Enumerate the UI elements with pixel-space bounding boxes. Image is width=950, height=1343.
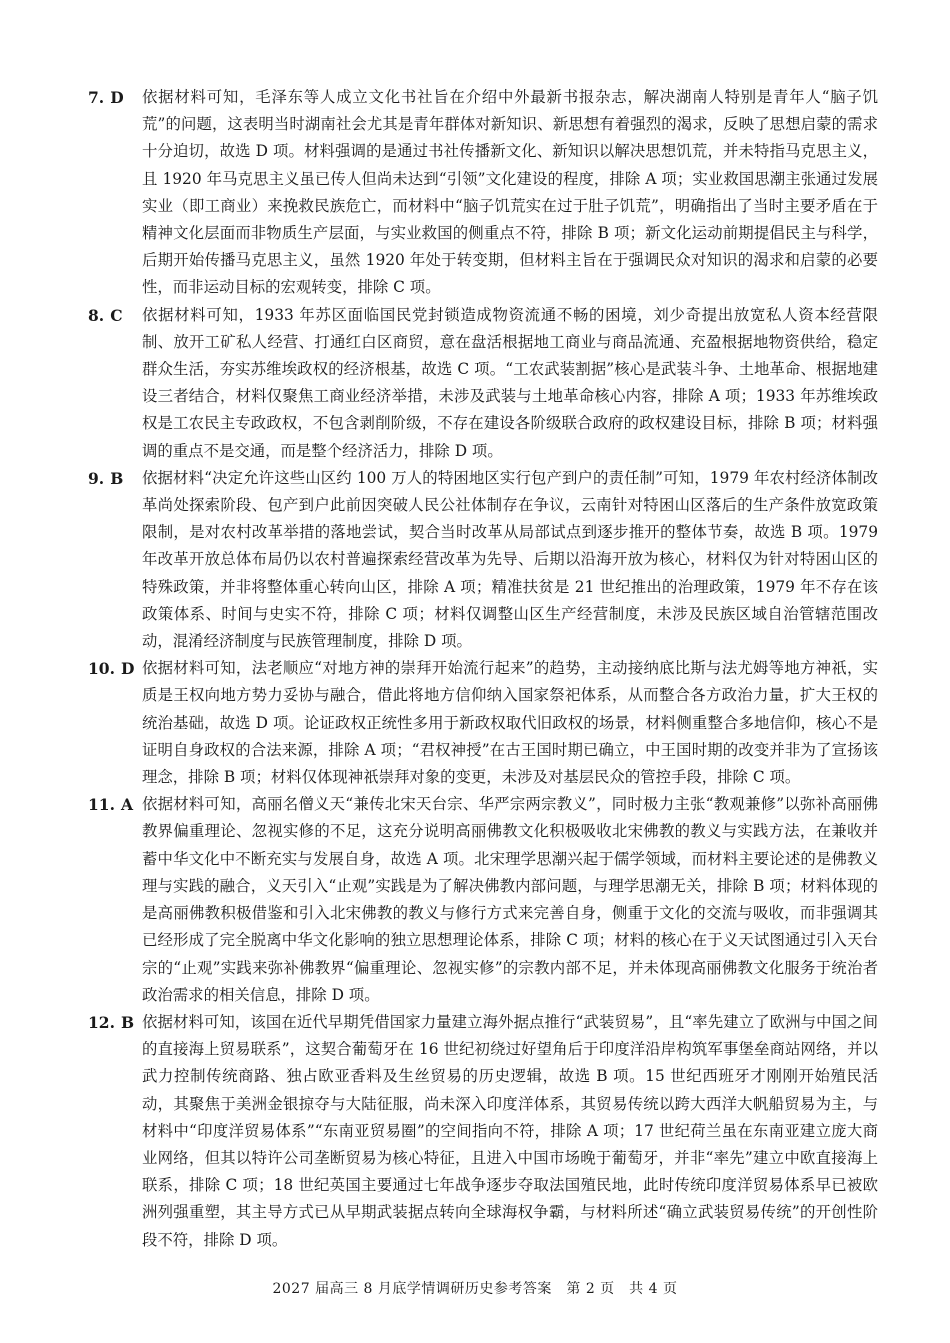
answer-item-11 — [88, 791, 878, 1009]
explanation-text: 依据材料可知，高丽名僧义天“兼传北宋天台宗、华严宗两宗教义”，同时极力主张“教观兼修”以弥补高丽佛教界偏重理论、忽视实修的不足，这充分说明高丽佛教文化积极吸收北宋佛教的教义与实践方法，在兼收并蓄中华文化中不断充实与发展自身，故选 A 项。北宋理学思潮兴起于儒学领域，而材料主要论述的是佛教义理与实践的融合，义天引入“止观”实践是为了解决佛教内部问题，与理学思潮无关，排除 B 项；材料体现的是高丽佛教积极借鉴和引入北宋佛教的教义与修行方式来完善自身，侧重于文化的交流与吸收，而非强调其已经形成了完全脱离中华文化影响的独立思想理论体系，排除 C 项；材料的核心在于义天试图通过引入天台宗的“止观”实践来弥补佛教界“偏重理论、忽视实修”的宗教内部不足，并未体现高丽佛教文化服务于统治者政治需求的相关信息，排除 D 项。 — [142, 795, 878, 1004]
answer-item-8 — [88, 302, 878, 465]
question-number: 8. C — [88, 305, 123, 325]
answer-letter: D — [110, 88, 124, 107]
question-number: 10. D — [88, 659, 135, 679]
question-number: 9. B — [88, 468, 124, 488]
explanation-text: 依据材料“决定允许这些山区约 100 万人的特困地区实行包产到户的责任制”可知，1979 年农村经济体制改革尚处探索阶段、包产到户此前因突破人民公社体制存在争议，云南针对特困山区落后的生产条件放宽政策限制，是对农村改革举措的落地尝试，契合当时改革从局部试点到逐步推开的整体节奏，故选 B 项。1979 年改革开放总体布局仍以农村普遍探索经营改革为先导、后期以沿海开放为核心，材料仅为针对特困山区的特殊政策，并非将整体重心转向山区，排除 A 项；精准扶贫是 21 世纪推出的治理政策，1979 年不存在该政策体系、时间与史实不符，排除 C 项；材料仅调整山区生产经营制度，未涉及民族区域自治管辖范围改动，混淆经济制度与民族管理制度，排除 D 项。 — [142, 468, 878, 651]
answer-letter: B — [110, 468, 124, 488]
answer-letter: D — [120, 659, 135, 679]
question-number: 12. B — [88, 1012, 135, 1032]
answer-letter: A — [120, 795, 133, 815]
explanation-text: 依据材料可知，该国在近代早期凭借国家力量建立海外据点推行“武装贸易”，且“率先建立了欧洲与中国之间的直接海上贸易联系”，这契合葡萄牙在 16 世纪初绕过好望角后于印度洋沿岸构筑军事堡垒商站网络，并以武力控制传统商路、独占欧亚香料及生丝贸易的历史逻辑，故选 B 项。15 世纪西班牙才刚刚开始殖民活动，其聚焦于美洲金银掠夺与大陆征服，尚未深入印度洋体系，其贸易传统以跨大西洋大帆船贸易为主，与材料中“印度洋贸易体系”“东南亚贸易圈”的空间指向不符，排除 A 项；17 世纪荷兰虽在东南亚建立庞大商业网络，但其以特许公司垄断贸易为核心特征，且进入中国市场晚于葡萄牙，并非“率先”建立中欧直接海上联系，排除 C 项；18 世纪英国主要通过七年战争逐步夺取法国殖民地，此时传统印度洋贸易体系早已被欧洲列强重塑，其主导方式已从早期武装据点转向全球海权争霸，与材料所述“确立武装贸易传统”的开创性阶段不符，排除 D 项。 — [142, 1012, 878, 1249]
page-footer: 2027 届高三 8 月底学情调研历史参考答案 第 2 页 共 4 页 — [272, 1281, 678, 1297]
answer-item-10 — [88, 655, 878, 791]
answer-item-12 — [88, 1009, 878, 1254]
explanation-text: 依据材料可知，1933 年苏区面临国民党封锁造成物资流通不畅的困境，刘少奇提出放宽私人资本经营限制、放开工矿私人经营、打通红白区商贸，意在盘活根据地工商业与商品流通、充盈根据地物资供给，稳定群众生活，夯实苏维埃政权的经济根基，故选 C 项。“工农武装割据”核心是武装斗争、土地革命、根据地建设三者结合，材料仅聚焦工商业经济举措，未涉及武装与土地革命核心内容，排除 A 项；1933 年苏维埃政权是工农民主专政政权，不包含剥削阶级，不存在建设各阶级联合政府的政权建设目标，排除 B 项；材料强调的重点不是交通，而是整个经济活力，排除 D 项。 — [142, 305, 878, 460]
answer-list — [88, 84, 878, 1254]
answer-item-7 — [88, 84, 878, 302]
answer-item-9 — [88, 465, 878, 655]
answer-letter: B — [120, 1012, 135, 1032]
question-number: 11. A — [88, 795, 133, 815]
explanation-text: 依据材料可知，毛泽东等人成立文化书社旨在介绍中外最新书报杂志，解决湖南人特别是青年人“脑子饥荒”的问题，这表明当时湖南社会尤其是青年群体对新知识、新思想有着强烈的渴求，反映了思想启蒙的需求十分迫切，故选 D 项。材料强调的是通过书社传播新文化、新知识以解决思想饥荒，并未特指马克思主义，且 1920 年马克思主义虽已传人但尚未达到“引领”文化建设的程度，排除 A 项；实业救国思潮主张通过发展实业（即工商业）来挽救民族危亡，而材料中“脑子饥荒实在过于肚子饥荒”，明确指出了当时主要矛盾在于精神文化层面而非物质生产层面，与实业救国的侧重点不符，排除 B 项；新文化运动前期提倡民主与科学，后期开始传播马克思主义，虽然 1920 年处于转变期，但材料主旨在于强调民众对知识的渴求和启蒙的必要性，而非运动目标的宏观转变，排除 C 项。 — [142, 88, 878, 297]
question-number: 7. D — [88, 88, 124, 107]
explanation-text: 依据材料可知，法老顺应“对地方神的崇拜开始流行起来”的趋势，主动接纳底比斯与法尤姆等地方神祇，实质是王权向地方势力妥协与融合，借此将地方信仰纳入国家祭祀体系，从而整合各方政治力量，扩大王权的统治基础，故选 D 项。论证政权正统性多用于新政权取代旧政权的场景，材料侧重整合多地信仰，核心不是证明自身政权的合法来源，排除 A 项；“君权神授”在古王国时期已确立，中王国时期的改变并非为了宣扬该理念，排除 B 项；材料仅体现神祇崇拜对象的变更，未涉及对基层民众的管控手段，排除 C 项。 — [142, 659, 878, 787]
answer-letter: C — [110, 305, 123, 325]
